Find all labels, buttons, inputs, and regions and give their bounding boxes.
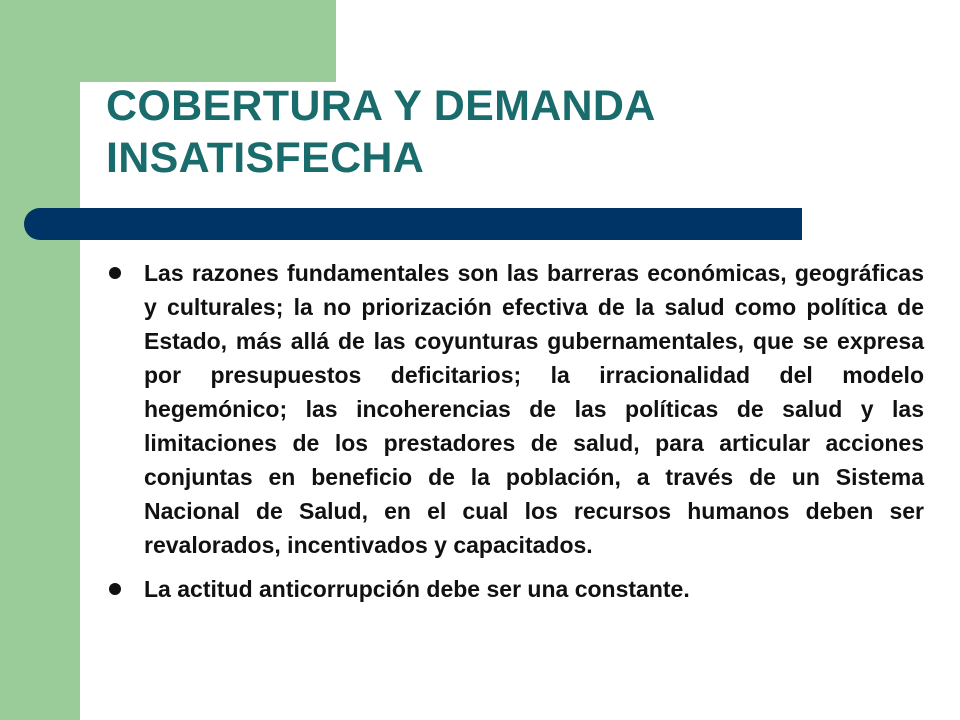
title-underline-bar — [24, 208, 802, 240]
bullet-text: Las razones fundamentales son las barreras económicas, geográficas y culturales; la no priorización efectiva de la salud como política de Estado, más allá de las coyunturas gubernamentales, que se expresa por presupuestos deficitarios; la irracionalidad del modelo hegemónico; las incoherencias de las políticas de salud y las limitaciones de los prestadores de salud, para articular acciones conjuntas en beneficio de la población, a través de un Sistema Nacional de Salud, en el cual los recursos humanos deben ser revalorados, incentivados y capacitados. — [144, 260, 924, 558]
bullet-dot-icon — [109, 267, 121, 279]
bullet-item — [106, 256, 924, 562]
slide-title: COBERTURA Y DEMANDA INSATISFECHA — [106, 82, 655, 182]
green-left-band — [0, 0, 80, 720]
bullet-text: La actitud anticorrupción debe ser una constante. — [144, 576, 690, 602]
bullet-dot-icon — [109, 583, 121, 595]
bullet-item — [106, 572, 924, 606]
bullet-list — [106, 256, 924, 606]
green-top-band — [80, 0, 336, 82]
